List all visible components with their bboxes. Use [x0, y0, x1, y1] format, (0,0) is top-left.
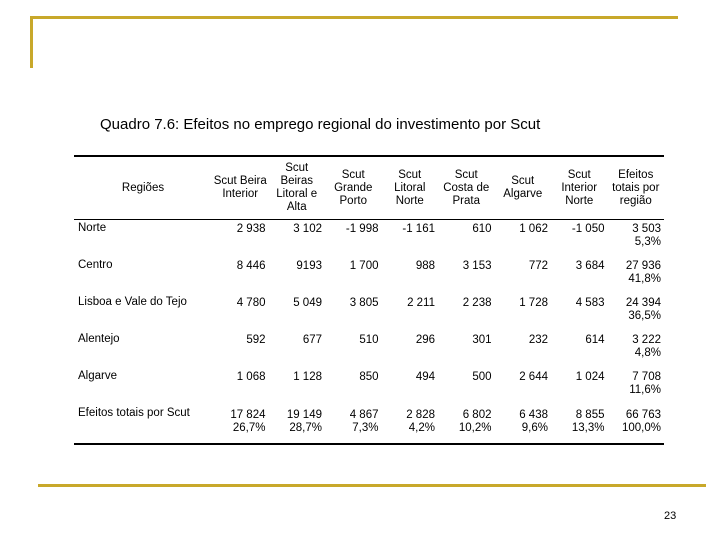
table-row: [74, 220, 664, 258]
value-cell: 1 700: [349, 260, 379, 272]
region-total-value: 27 936: [625, 260, 661, 272]
value-cell: 2 238: [462, 297, 492, 309]
scut-total-percent: 13,3%: [571, 422, 605, 434]
value-cell: 988: [415, 260, 435, 272]
region-total-cell: [608, 294, 665, 331]
scut-total-cell: [551, 405, 608, 444]
scut-total-value: 4 867: [349, 409, 379, 421]
value-cell: -1 998: [345, 223, 379, 235]
value-cell: 677: [302, 334, 322, 346]
scut-total-percent: 10,2%: [458, 422, 492, 434]
header-scut-beiras-litoral-alta: Scut Beiras Litoral e Alta: [269, 156, 326, 220]
header-row: [74, 156, 664, 220]
value-cell: 1 062: [519, 223, 548, 235]
value-cell: 1 128: [293, 371, 322, 383]
grand-total-value: 66 763: [625, 409, 661, 421]
value-cell: 4 583: [575, 297, 605, 309]
grand-total-cell: [608, 405, 665, 444]
header-scut-beira-interior: Scut Beira Interior: [212, 156, 269, 220]
header-scut-grande-porto: Scut Grande Porto: [325, 156, 382, 220]
value-cell: 9193: [296, 260, 322, 272]
decorative-bottom-line: [38, 484, 706, 487]
value-cell: -1 161: [402, 223, 435, 235]
value-cell: 3 153: [462, 260, 492, 272]
value-cell: 510: [359, 334, 379, 346]
scut-total-value: 2 828: [406, 409, 435, 421]
scut-total-percent: 28,7%: [289, 422, 322, 434]
region-label: Centro: [78, 259, 113, 271]
header-scut-costa-de-prata: Scut Costa de Prata: [438, 156, 495, 220]
region-label: Alentejo: [78, 333, 120, 345]
region-total-cell: [608, 257, 665, 294]
totals-label: Efeitos totais por Scut: [74, 405, 212, 444]
region-total-cell: [608, 368, 665, 405]
scut-total-cell: [212, 405, 269, 444]
table-title: Quadro 7.6: Efeitos no emprego regional do investimento por Scut: [100, 116, 541, 133]
scut-total-percent: 7,3%: [352, 422, 379, 434]
grand-total-percent: 100,0%: [621, 422, 661, 434]
value-cell: -1 050: [571, 223, 605, 235]
region-total-percent: 11,6%: [629, 384, 661, 396]
value-cell: 614: [585, 334, 605, 346]
value-cell: 850: [359, 371, 379, 383]
value-cell: 1 728: [519, 297, 548, 309]
region-total-percent: 5,3%: [634, 236, 661, 248]
scut-total-value: 6 802: [462, 409, 492, 421]
region-label: Algarve: [78, 370, 117, 382]
region-label: Lisboa e Vale do Tejo: [78, 296, 187, 308]
value-cell: 3 805: [349, 297, 379, 309]
header-regions: Regiões: [74, 156, 212, 220]
region-total-value: 3 222: [632, 334, 661, 346]
region-total-value: 7 708: [632, 371, 661, 383]
region-total-percent: 41,8%: [628, 273, 661, 285]
value-cell: 301: [472, 334, 492, 346]
region-total-value: 3 503: [632, 223, 661, 235]
table-row: [74, 257, 664, 294]
value-cell: 3 102: [293, 223, 322, 235]
value-cell: 772: [528, 260, 548, 272]
value-cell: 8 446: [236, 260, 266, 272]
region-total-value: 24 394: [625, 297, 661, 309]
scut-total-cell: [438, 405, 495, 444]
header-total-per-region: Efeitos totais por região: [608, 156, 665, 220]
scut-total-percent: 26,7%: [232, 422, 266, 434]
employment-effects-table: [74, 155, 664, 445]
header-scut-interior-norte: Scut Interior Norte: [551, 156, 608, 220]
decorative-left-line: [30, 16, 33, 68]
region-total-percent: 36,5%: [628, 310, 661, 322]
decorative-top-line: [30, 16, 678, 19]
header-scut-algarve: Scut Algarve: [495, 156, 552, 220]
value-cell: 2 644: [519, 371, 548, 383]
scut-total-cell: [495, 405, 552, 444]
scut-total-value: 17 824: [230, 409, 266, 421]
value-cell: 5 049: [293, 297, 322, 309]
value-cell: 3 684: [575, 260, 605, 272]
value-cell: 2 211: [407, 297, 435, 309]
region-total-percent: 4,8%: [634, 347, 661, 359]
value-cell: 296: [415, 334, 435, 346]
value-cell: 232: [528, 334, 548, 346]
scut-total-cell: [269, 405, 326, 444]
region-total-cell: [608, 331, 665, 368]
value-cell: 500: [472, 371, 492, 383]
table-row: [74, 331, 664, 368]
scut-total-value: 19 149: [286, 409, 322, 421]
page-number: 23: [664, 510, 677, 522]
totals-row: [74, 405, 664, 444]
scut-total-cell: [325, 405, 382, 444]
value-cell: 1 024: [575, 371, 605, 383]
region-label: Norte: [78, 222, 107, 234]
value-cell: 610: [472, 223, 492, 235]
value-cell: 1 068: [236, 371, 266, 383]
scut-total-percent: 9,6%: [521, 422, 548, 434]
scut-total-value: 8 855: [575, 409, 605, 421]
scut-total-percent: 4,2%: [408, 422, 435, 434]
value-cell: 494: [415, 371, 435, 383]
value-cell: 2 938: [236, 223, 266, 235]
value-cell: 4 780: [236, 297, 266, 309]
scut-total-cell: [382, 405, 439, 444]
table-row: [74, 368, 664, 405]
region-total-cell: [608, 220, 665, 258]
value-cell: 592: [246, 334, 266, 346]
scut-total-value: 6 438: [519, 409, 548, 421]
table-row: [74, 294, 664, 331]
header-scut-litoral-norte: Scut Litoral Norte: [382, 156, 439, 220]
